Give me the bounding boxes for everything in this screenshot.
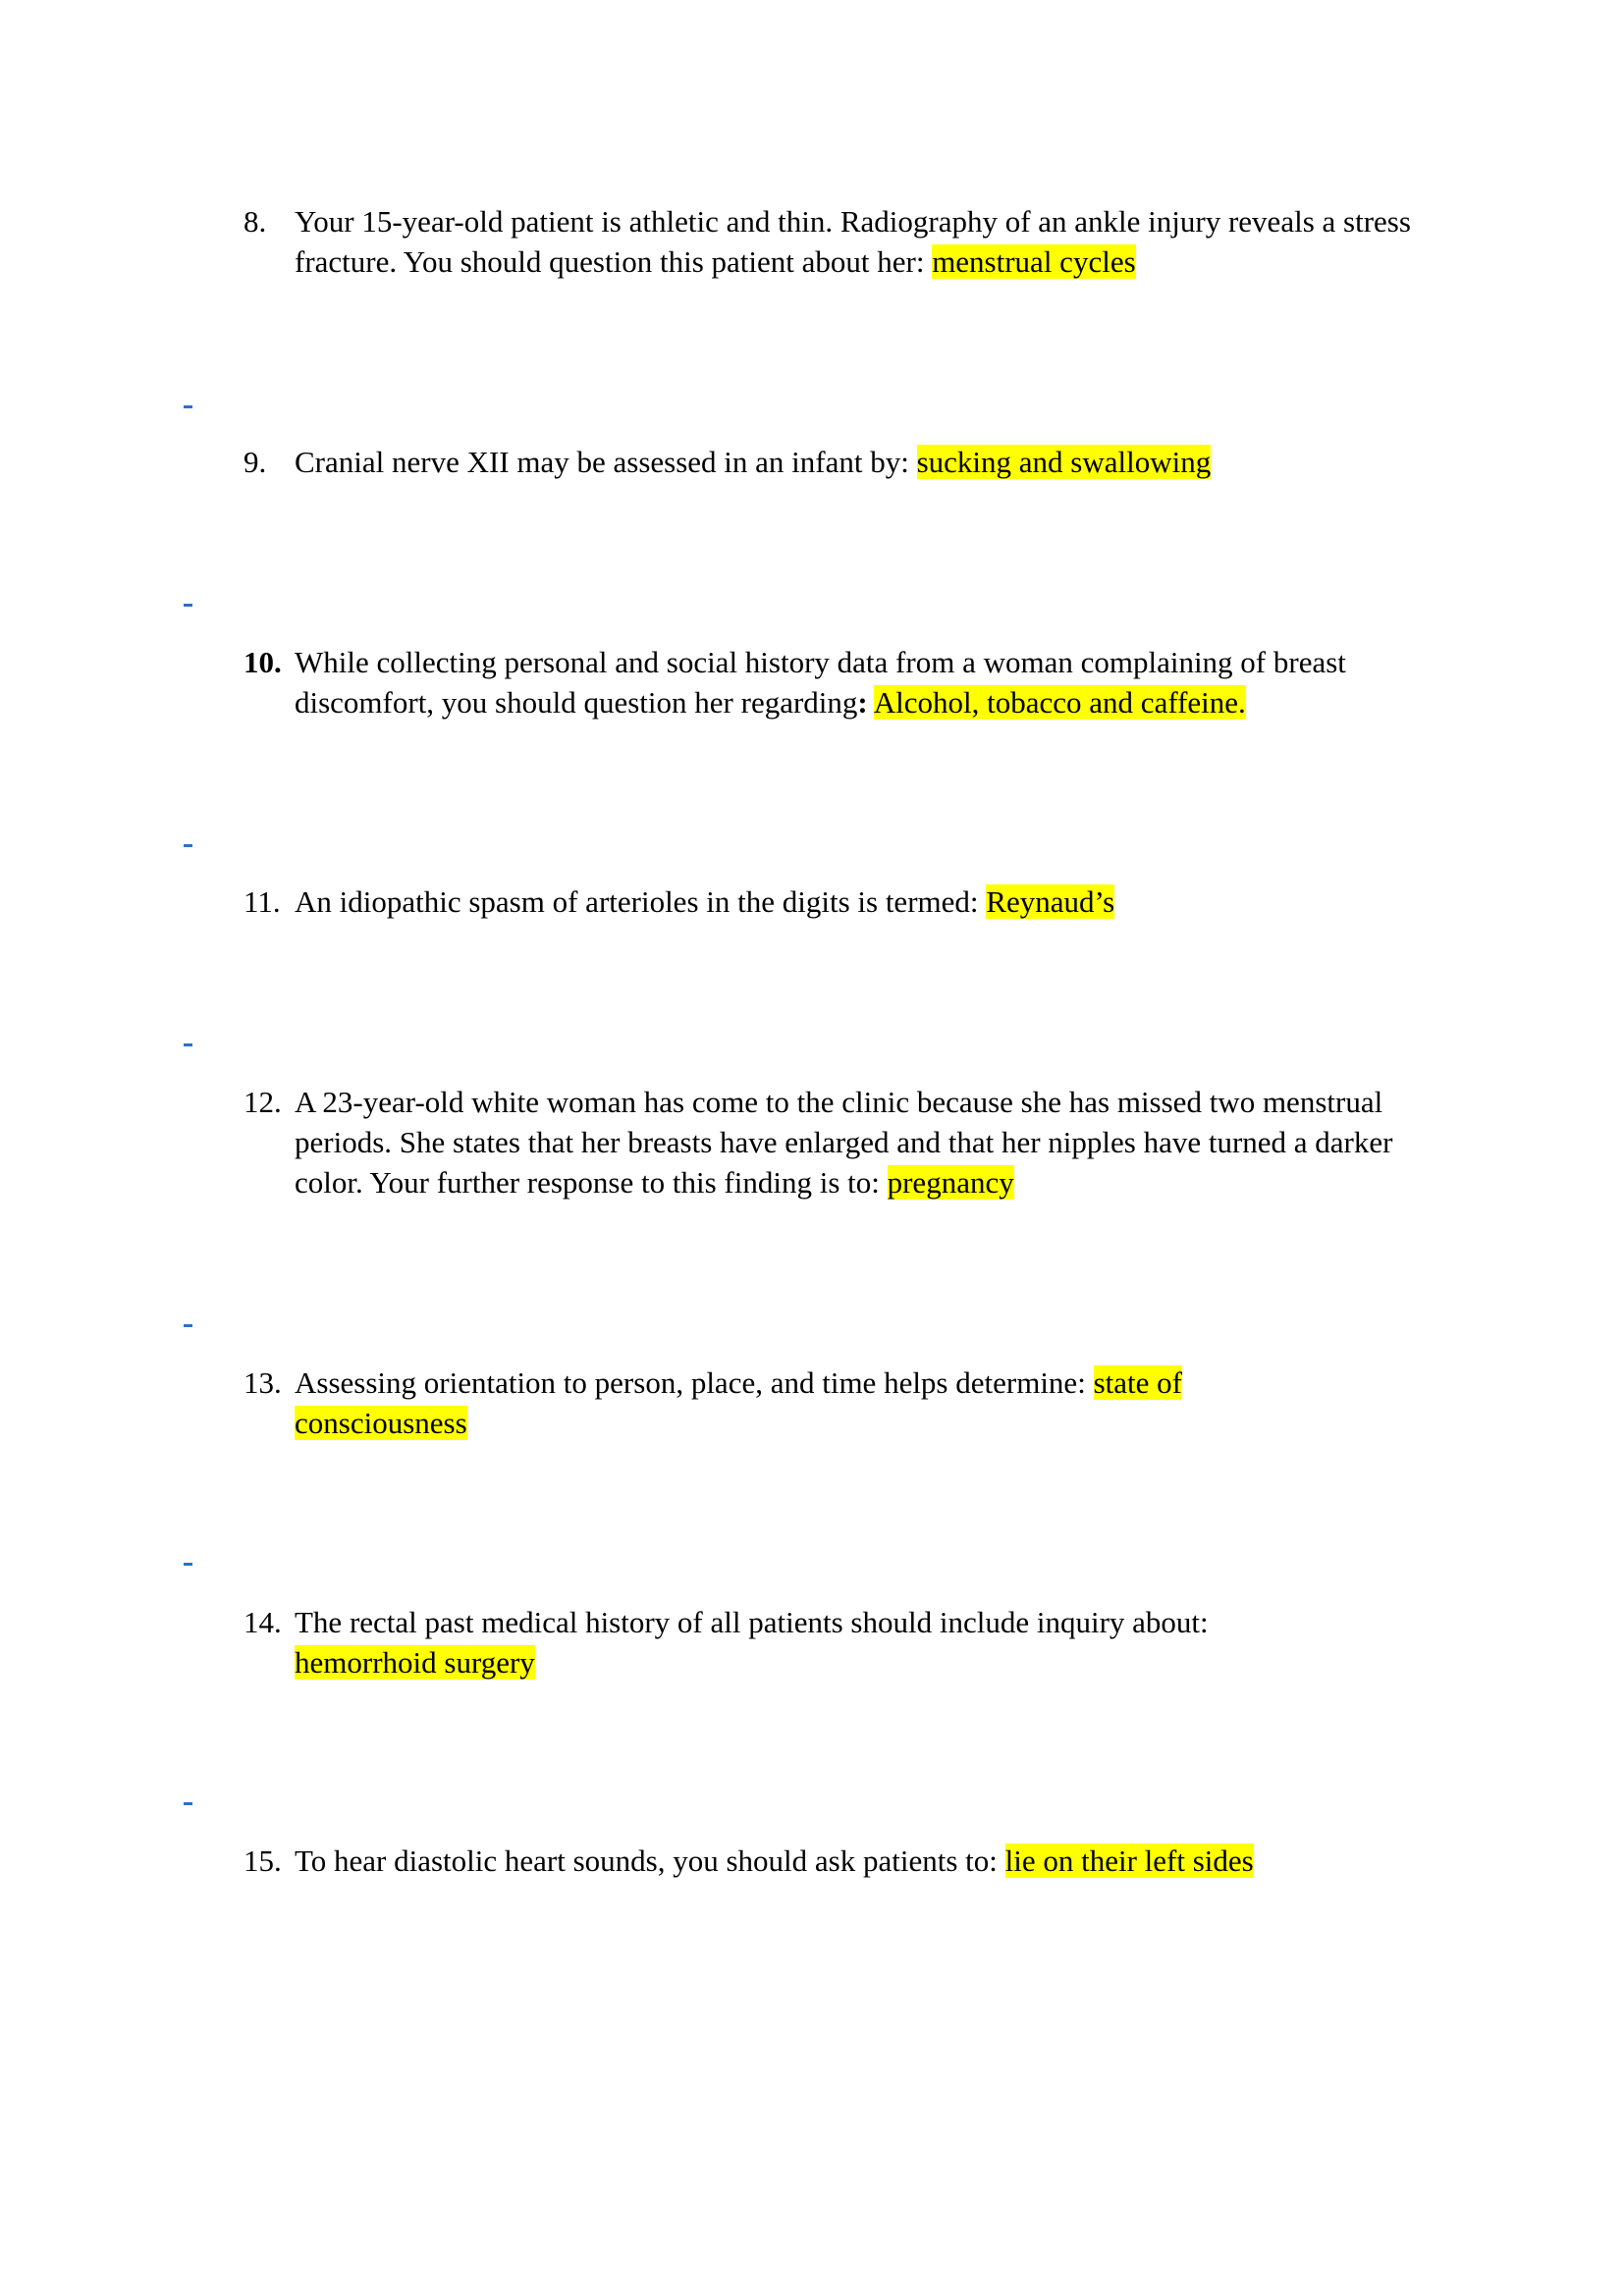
question-15 — [244, 1841, 1451, 1881]
separator-dash — [184, 405, 192, 408]
question-11 — [244, 881, 1451, 922]
question-number: 14. — [244, 1605, 282, 1639]
question-14 — [244, 1602, 1451, 1682]
question-number: 8. — [244, 204, 267, 239]
question-text: While collecting personal and social history data from a woman complaining of breast discomfort, you should question her regarding — [295, 645, 1346, 720]
separator-dash — [184, 844, 192, 847]
question-text: A 23-year-old white woman has come to the clinic because she has missed two menstrual periods. She states that her breasts have enlarged and that her nipples have turned a darker color. Your further response to this finding is to: — [295, 1085, 1393, 1200]
question-number: 13. — [244, 1365, 282, 1400]
question-number: 12. — [244, 1085, 282, 1119]
answer-highlight: lie on their left sides — [1004, 1843, 1254, 1878]
question-text: Your 15-year-old patient is athletic and thin. Radiography of an ankle injury reveals a stress fracture. You should question this patient about her: — [295, 204, 1411, 279]
question-text: To hear diastolic heart sounds, you should ask patients to: — [295, 1843, 1005, 1878]
answer-highlight: pregnancy — [887, 1165, 1014, 1200]
separator-dash — [184, 1563, 192, 1566]
answer-highlight: menstrual cycles — [932, 244, 1136, 279]
separator-dash — [184, 1043, 192, 1046]
question-text: Assessing orientation to person, place, and time helps determine: — [295, 1365, 1094, 1400]
question-number: 9. — [244, 445, 267, 479]
question-number: 15. — [244, 1843, 282, 1878]
answer-highlight: state of consciousness — [295, 1365, 1182, 1440]
answer-highlight: hemorrhoid surgery — [295, 1645, 535, 1680]
colon: : — [857, 685, 868, 720]
question-number: 10. — [244, 645, 282, 679]
question-10 — [244, 642, 1451, 722]
question-13 — [244, 1362, 1451, 1443]
question-text: An idiopathic spasm of arterioles in the digits is termed: — [295, 884, 987, 919]
question-12 — [244, 1082, 1451, 1202]
question-text: Cranial nerve XII may be assessed in an infant by: — [295, 445, 917, 479]
separator-dash — [184, 1802, 192, 1805]
question-text: The rectal past medical history of all patients should include inquiry about: — [295, 1605, 1209, 1639]
answer-highlight: Reynaud’s — [986, 884, 1115, 919]
separator-dash — [184, 1324, 192, 1327]
answer-highlight: sucking and swallowing — [916, 445, 1212, 479]
separator-dash — [184, 604, 192, 607]
question-9 — [244, 442, 1451, 482]
question-number: 11. — [244, 884, 281, 919]
answer-highlight: Alcohol, tobacco and caffeine. — [873, 685, 1246, 720]
question-8 — [244, 201, 1451, 282]
